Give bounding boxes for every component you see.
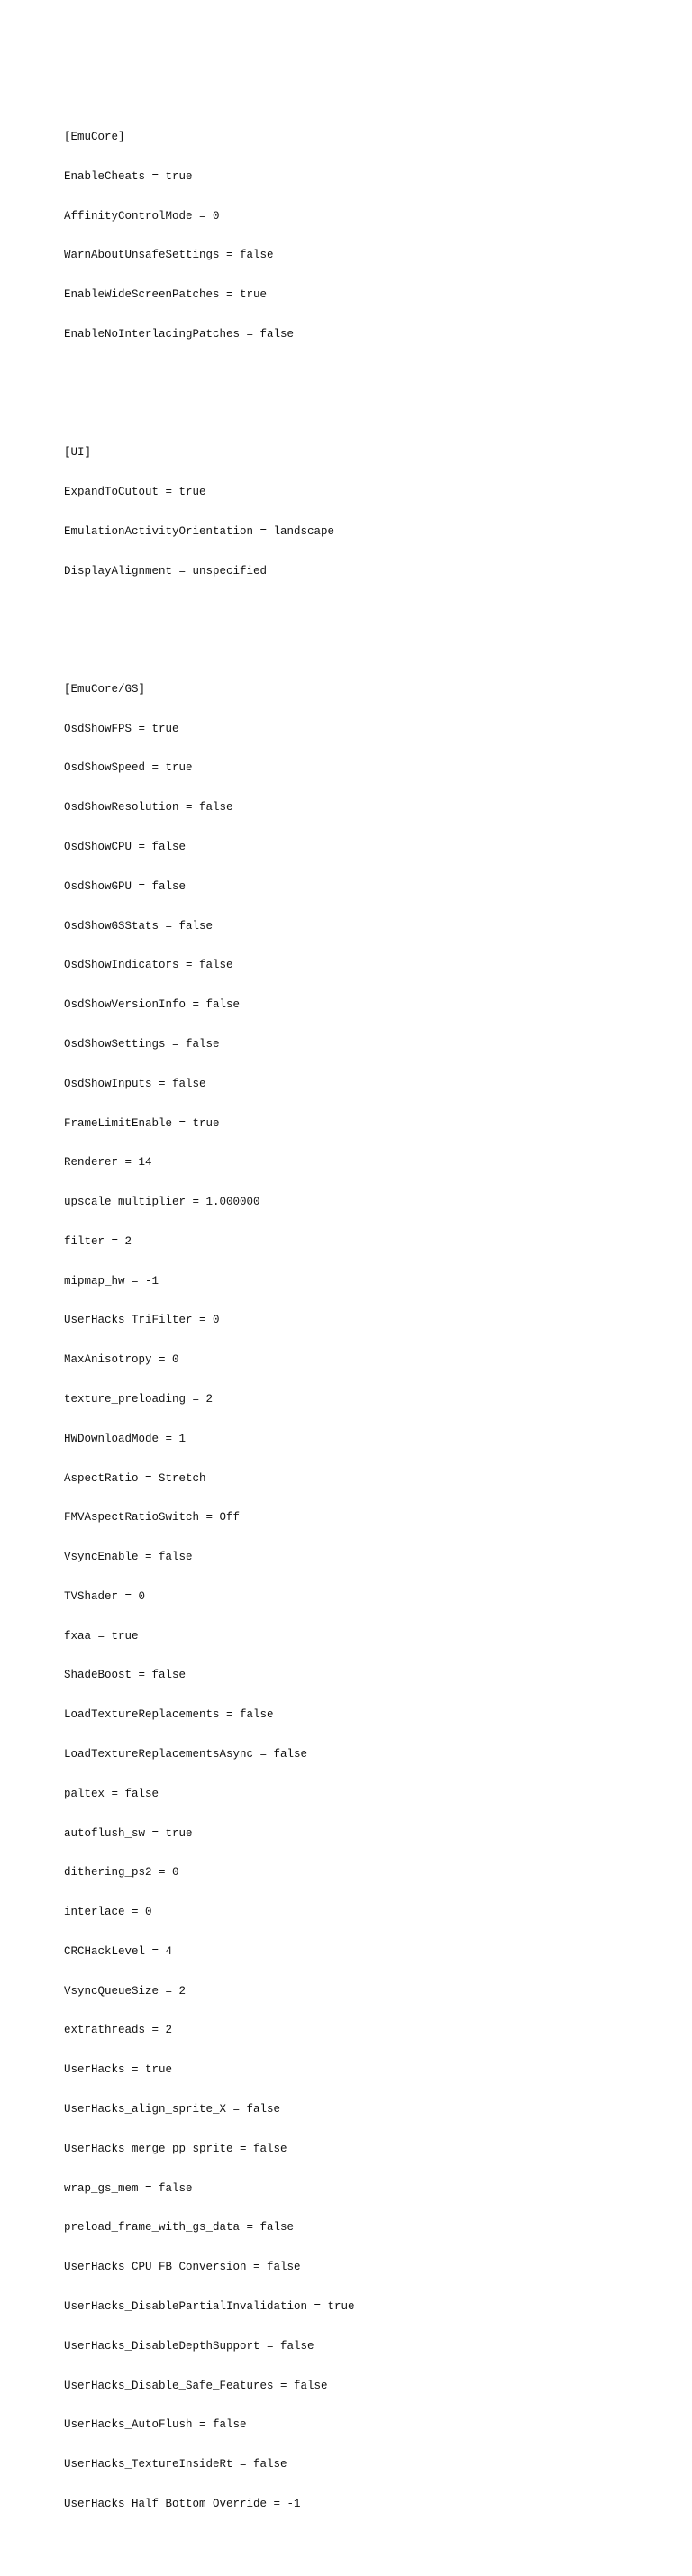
section-header: [EmuCore/GS] <box>64 682 146 696</box>
config-line: extrathreads = 2 <box>64 2024 173 2037</box>
config-line: EnableCheats = true <box>64 169 193 183</box>
config-line: OsdShowSettings = false <box>64 1037 220 1051</box>
config-line: EmulationActivityOrientation = landscape <box>64 524 335 538</box>
config-line: VsyncEnable = false <box>64 1551 193 1564</box>
config-line: UserHacks_DisableDepthSupport = false <box>64 2339 314 2353</box>
config-line: OsdShowResolution = false <box>64 801 233 815</box>
config-line: EnableWideScreenPatches = true <box>64 288 268 302</box>
config-line: UserHacks_AutoFlush = false <box>64 2418 247 2432</box>
config-line: OsdShowFPS = true <box>64 722 179 735</box>
config-line: UserHacks_CPU_FB_Conversion = false <box>64 2261 301 2274</box>
config-line: DisplayAlignment = unspecified <box>64 564 268 578</box>
config-line: OsdShowInputs = false <box>64 1077 206 1090</box>
section-header: [EmuCore] <box>64 130 125 143</box>
section-header: [UI] <box>64 446 92 460</box>
config-line: UserHacks_merge_pp_sprite = false <box>64 2142 287 2155</box>
config-line: ShadeBoost = false <box>64 1669 187 1682</box>
config-line: AffinityControlMode = 0 <box>64 209 220 223</box>
config-line: fxaa = true <box>64 1629 139 1643</box>
config-line: Renderer = 14 <box>64 1156 152 1170</box>
config-line: OsdShowGSStats = false <box>64 919 214 933</box>
config-line: UserHacks_Disable_Safe_Features = false <box>64 2379 328 2392</box>
config-line: AspectRatio = Stretch <box>64 1471 206 1485</box>
config-line: dithering_ps2 = 0 <box>64 1866 179 1880</box>
config-line: OsdShowVersionInfo = false <box>64 998 241 1012</box>
config-line: OsdShowIndicators = false <box>64 959 233 972</box>
config-line: CRCHackLevel = 4 <box>64 1944 173 1958</box>
config-line: LoadTextureReplacementsAsync = false <box>64 1748 308 1761</box>
config-line: interlace = 0 <box>64 1906 152 1919</box>
section-ui <box>64 420 674 604</box>
config-line: UserHacks_align_sprite_X = false <box>64 2103 281 2116</box>
config-line: MaxAnisotropy = 0 <box>64 1353 179 1367</box>
config-line: LoadTextureReplacements = false <box>64 1708 274 1722</box>
config-line: upscale_multiplier = 1.000000 <box>64 1196 260 1209</box>
config-line: OsdShowSpeed = true <box>64 761 193 775</box>
section-emucore-gs <box>64 657 674 2537</box>
config-line: EnableNoInterlacingPatches = false <box>64 327 295 341</box>
config-line: mipmap_hw = -1 <box>64 1274 159 1288</box>
config-line: ExpandToCutout = true <box>64 486 206 498</box>
config-line: HWDownloadMode = 1 <box>64 1432 187 1445</box>
config-line: OsdShowGPU = false <box>64 879 187 893</box>
config-line: UserHacks_TextureInsideRt = false <box>64 2458 287 2471</box>
config-document <box>64 65 674 2576</box>
config-line: autoflush_sw = true <box>64 1826 193 1840</box>
config-line: UserHacks_Half_Bottom_Override = -1 <box>64 2497 301 2510</box>
config-line: UserHacks_DisablePartialInvalidation = true <box>64 2299 355 2313</box>
config-line: WarnAboutUnsafeSettings = false <box>64 249 274 262</box>
config-line: texture_preloading = 2 <box>64 1392 214 1406</box>
config-line: UserHacks_TriFilter = 0 <box>64 1314 220 1327</box>
config-line: TVShader = 0 <box>64 1589 146 1603</box>
config-line: wrap_gs_mem = false <box>64 2181 193 2195</box>
config-line: VsyncQueueSize = 2 <box>64 1984 187 1998</box>
config-line: preload_frame_with_gs_data = false <box>64 2221 295 2235</box>
config-line: paltex = false <box>64 1787 159 1800</box>
config-line: UserHacks = true <box>64 2063 173 2077</box>
config-line: FMVAspectRatioSwitch = Off <box>64 1511 241 1525</box>
config-line: FrameLimitEnable = true <box>64 1116 220 1130</box>
config-line: filter = 2 <box>64 1234 132 1248</box>
section-emucore <box>64 105 674 368</box>
config-line: OsdShowCPU = false <box>64 841 187 854</box>
